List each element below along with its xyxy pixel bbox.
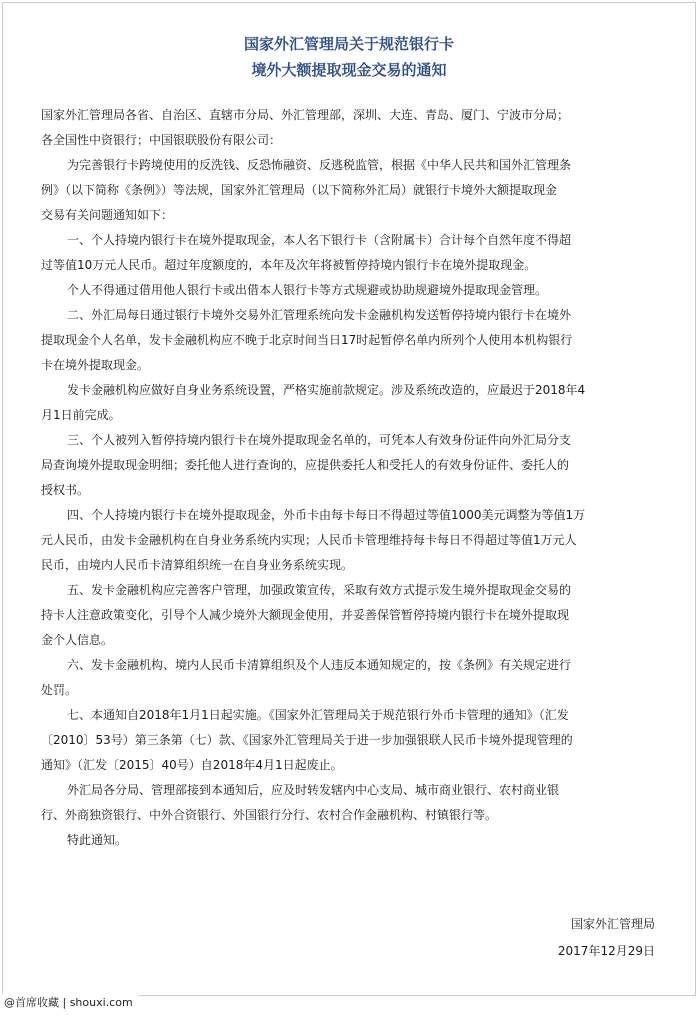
body-line: 卡在境外提取现金。: [41, 358, 150, 372]
body-line: 一、个人持境内银行卡在境外提取现金，本人名下银行卡（含附属卡）合计每个自然年度不得超: [67, 233, 572, 247]
signature-block: [558, 911, 655, 965]
body-line: 交易有关问题通知如下：: [41, 208, 174, 222]
body-line: 六、发卡金融机构、境内人民币卡清算组织及个人违反本通知规定的，按《条例》有关规定进行: [67, 658, 572, 672]
body-line: 例》（以下简称《条例》）等法规，国家外汇管理局（以下简称外汇局）就银行卡境外大额提取现金: [41, 183, 558, 197]
body-line: 特此通知。: [67, 833, 128, 847]
body-line: 金个人信息。: [41, 633, 114, 647]
body-line: 元人民币，由发卡金融机构在自身业务系统内实现；人民币卡管理维持每卡每日不得超过等值1万元人: [41, 533, 577, 547]
body-line: 二、外汇局每日通过银行卡境外交易外汇管理系统向发卡金融机构发送暂停持境内银行卡在境外: [67, 308, 572, 322]
body-line: 四、个人持境内银行卡在境外提取现金，外币卡由每卡每日不得超过等值1000美元调整为等值1万: [67, 508, 586, 522]
body-line: 局查询境外提取现金明细；委托他人进行查询的，应提供委托人和受托人的有效身份证件、委托人的: [41, 458, 570, 472]
signature-org: 国家外汇管理局: [570, 917, 655, 931]
body-line: 〔2010〕53号）第三条第（七）款、《国家外汇管理局关于进一步加强银联人民币卡境外提现管理的: [41, 733, 573, 747]
document-title: [3, 31, 695, 83]
body-line: 三、个人被列入暂停持境内银行卡在境外提取现金名单的，可凭本人有效身份证件向外汇局分支: [67, 433, 572, 447]
body-line: 发卡金融机构应做好自身业务系统设置，严格实施前款规定。涉及系统改造的，应最迟于2018年4: [67, 383, 586, 397]
body-line: 民币，由境内人民币卡清算组织统一在自身业务系统实现。: [41, 558, 354, 572]
body-line: 月1日前完成。: [41, 408, 121, 422]
body-line: 国家外汇管理局各省、自治区、直辖市分局、外汇管理部，深圳、大连、青岛、厦门、宁波市分局；: [41, 108, 570, 122]
body-line: 个人不得通过借用他人银行卡或出借本人银行卡等方式规避或协助规避境外提取现金管理。: [67, 283, 548, 297]
body-line: 提取现金个人名单，发卡金融机构应不晚于北京时间当日17时起暂停名单内所列个人使用本机构银行: [41, 333, 573, 347]
document-page: [2, 2, 696, 996]
body-line: 持卡人注意政策变化，引导个人减少境外大额现金使用，并妥善保管暂停持境内银行卡在境外提取现: [41, 608, 570, 622]
title-line-1: 国家外汇管理局关于规范银行卡: [243, 35, 454, 53]
body-line: 为完善银行卡跨境使用的反洗钱、反恐怖融资、反逃税监管，根据《中华人民共和国外汇管理条: [67, 158, 572, 172]
title-line-2: 境外大额提取现金交易的通知: [251, 61, 447, 79]
body-line: 行、外商独资银行、中外合资银行、外国银行分行、农村合作金融机构、村镇银行等。: [41, 808, 498, 822]
body-line: 过等值10万元人民币。超过年度额度的，本年及次年将被暂停持境内银行卡在境外提取现金。: [41, 258, 537, 272]
body-line: 各全国性中资银行；中国银联股份有限公司：: [41, 133, 282, 147]
body-line: 五、发卡金融机构应完善客户管理，加强政策宣传，采取有效方式提示发生境外提取现金交易的: [67, 583, 572, 597]
body-line: 外汇局各分局、管理部接到本通知后，应及时转发辖内中心支局、城市商业银行、农村商业银: [67, 783, 560, 797]
watermark: @首席收藏 | shouxi.com: [0, 994, 139, 1012]
body-line: 通知》（汇发〔2015〕40号）自2018年4月1日起废止。: [41, 758, 343, 772]
body-line: 处罚。: [41, 683, 78, 697]
document-body: [41, 103, 659, 853]
signature-date: 2017年12月29日: [557, 944, 655, 958]
body-line: 七、本通知自2018年1月1日起实施。《国家外汇管理局关于规范银行外币卡管理的通知》（汇发: [67, 708, 569, 722]
body-line: 授权书。: [41, 483, 90, 497]
